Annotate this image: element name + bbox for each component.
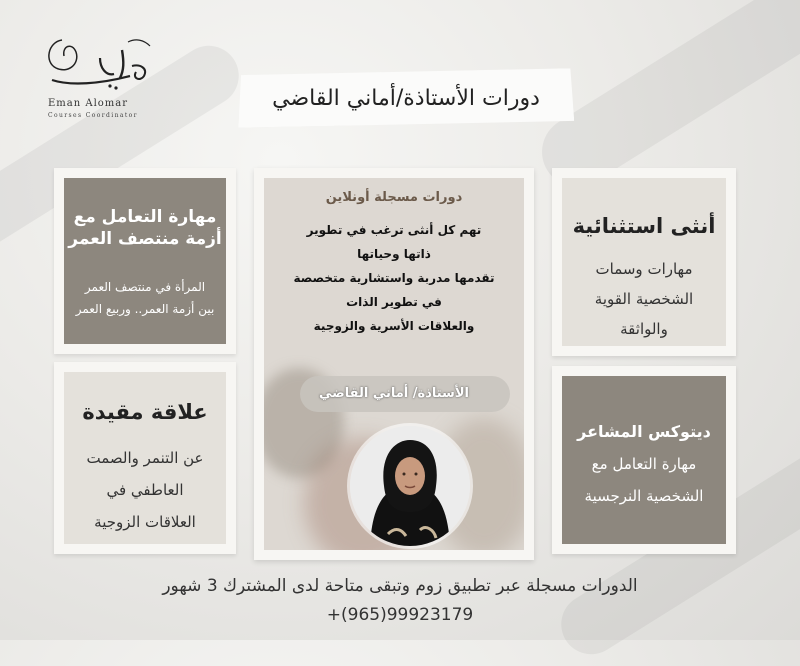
card-panel — [562, 178, 726, 346]
poster-line: في تطوير الذات — [346, 295, 442, 309]
poster-line: تهم كل أنثى ترغب في تطوير — [306, 223, 482, 237]
card-body-line: المرأة في منتصف العمر — [84, 280, 206, 294]
poster-heading: دورات مسجلة أونلاين — [325, 190, 463, 205]
calligraphy-logo-icon — [40, 28, 160, 98]
poster-description — [264, 218, 524, 338]
card-title: علاقة مقيدة — [82, 400, 208, 424]
card-title-line: ديتوكس المشاعر — [577, 422, 711, 441]
card-panel — [64, 178, 226, 344]
footer-phone: +(965)99923179 — [326, 605, 474, 625]
poster-panel — [264, 178, 524, 550]
logo-name: Eman Alomar — [48, 98, 129, 109]
presenter-portrait-icon — [350, 426, 470, 546]
poster-line: ذاتها وحياتها — [357, 247, 431, 261]
course-card-emotions-detox — [552, 366, 736, 554]
brand-logo — [40, 28, 160, 118]
card-body-line: عن التنمر والصمت — [86, 449, 204, 467]
card-body-line: الشخصية النرجسية — [584, 487, 704, 505]
card-body — [562, 416, 726, 512]
presenter-photo — [350, 426, 470, 546]
page-title: دورات الأستاذة/أماني القاضي — [272, 85, 540, 111]
poster-line: والعلاقات الأسرية والزوجية — [313, 319, 475, 333]
logo-role: Courses Coordinator — [48, 112, 138, 119]
center-poster — [254, 168, 534, 560]
card-body-line: والواثقة — [620, 320, 668, 338]
card-body-line: مهارات وسمات — [595, 260, 693, 278]
card-body — [562, 254, 726, 344]
card-panel — [64, 372, 226, 544]
card-title-line: مهارة التعامل مع — [73, 207, 217, 227]
card-title-line: أزمة منتصف العمر — [68, 229, 222, 249]
course-card-restricted-relationship — [54, 362, 236, 554]
poster-line: تقدمها مدربة واستشارية متخصصة — [293, 271, 495, 285]
course-card-exceptional-female — [552, 168, 736, 356]
card-title — [64, 206, 226, 250]
footer-note: الدورات مسجلة عبر تطبيق زوم وتبقى متاحة لدى المشترك 3 شهور — [162, 576, 638, 596]
card-body-line: العاطفي في — [106, 481, 184, 499]
card-body — [64, 276, 226, 320]
card-body-line: الشخصية القوية — [594, 290, 694, 308]
card-body-line: مهارة التعامل مع — [591, 455, 697, 473]
presenter-name: الأستاذة/ أماني القاضي — [319, 386, 469, 401]
card-body — [64, 442, 226, 538]
course-card-midlife — [54, 168, 236, 354]
card-body-line: بين أزمة العمر.. وربيع العمر — [75, 302, 215, 316]
card-title: أنثى استثنائية — [572, 214, 716, 238]
card-panel — [562, 376, 726, 544]
card-body-line: العلاقات الزوجية — [94, 513, 196, 531]
